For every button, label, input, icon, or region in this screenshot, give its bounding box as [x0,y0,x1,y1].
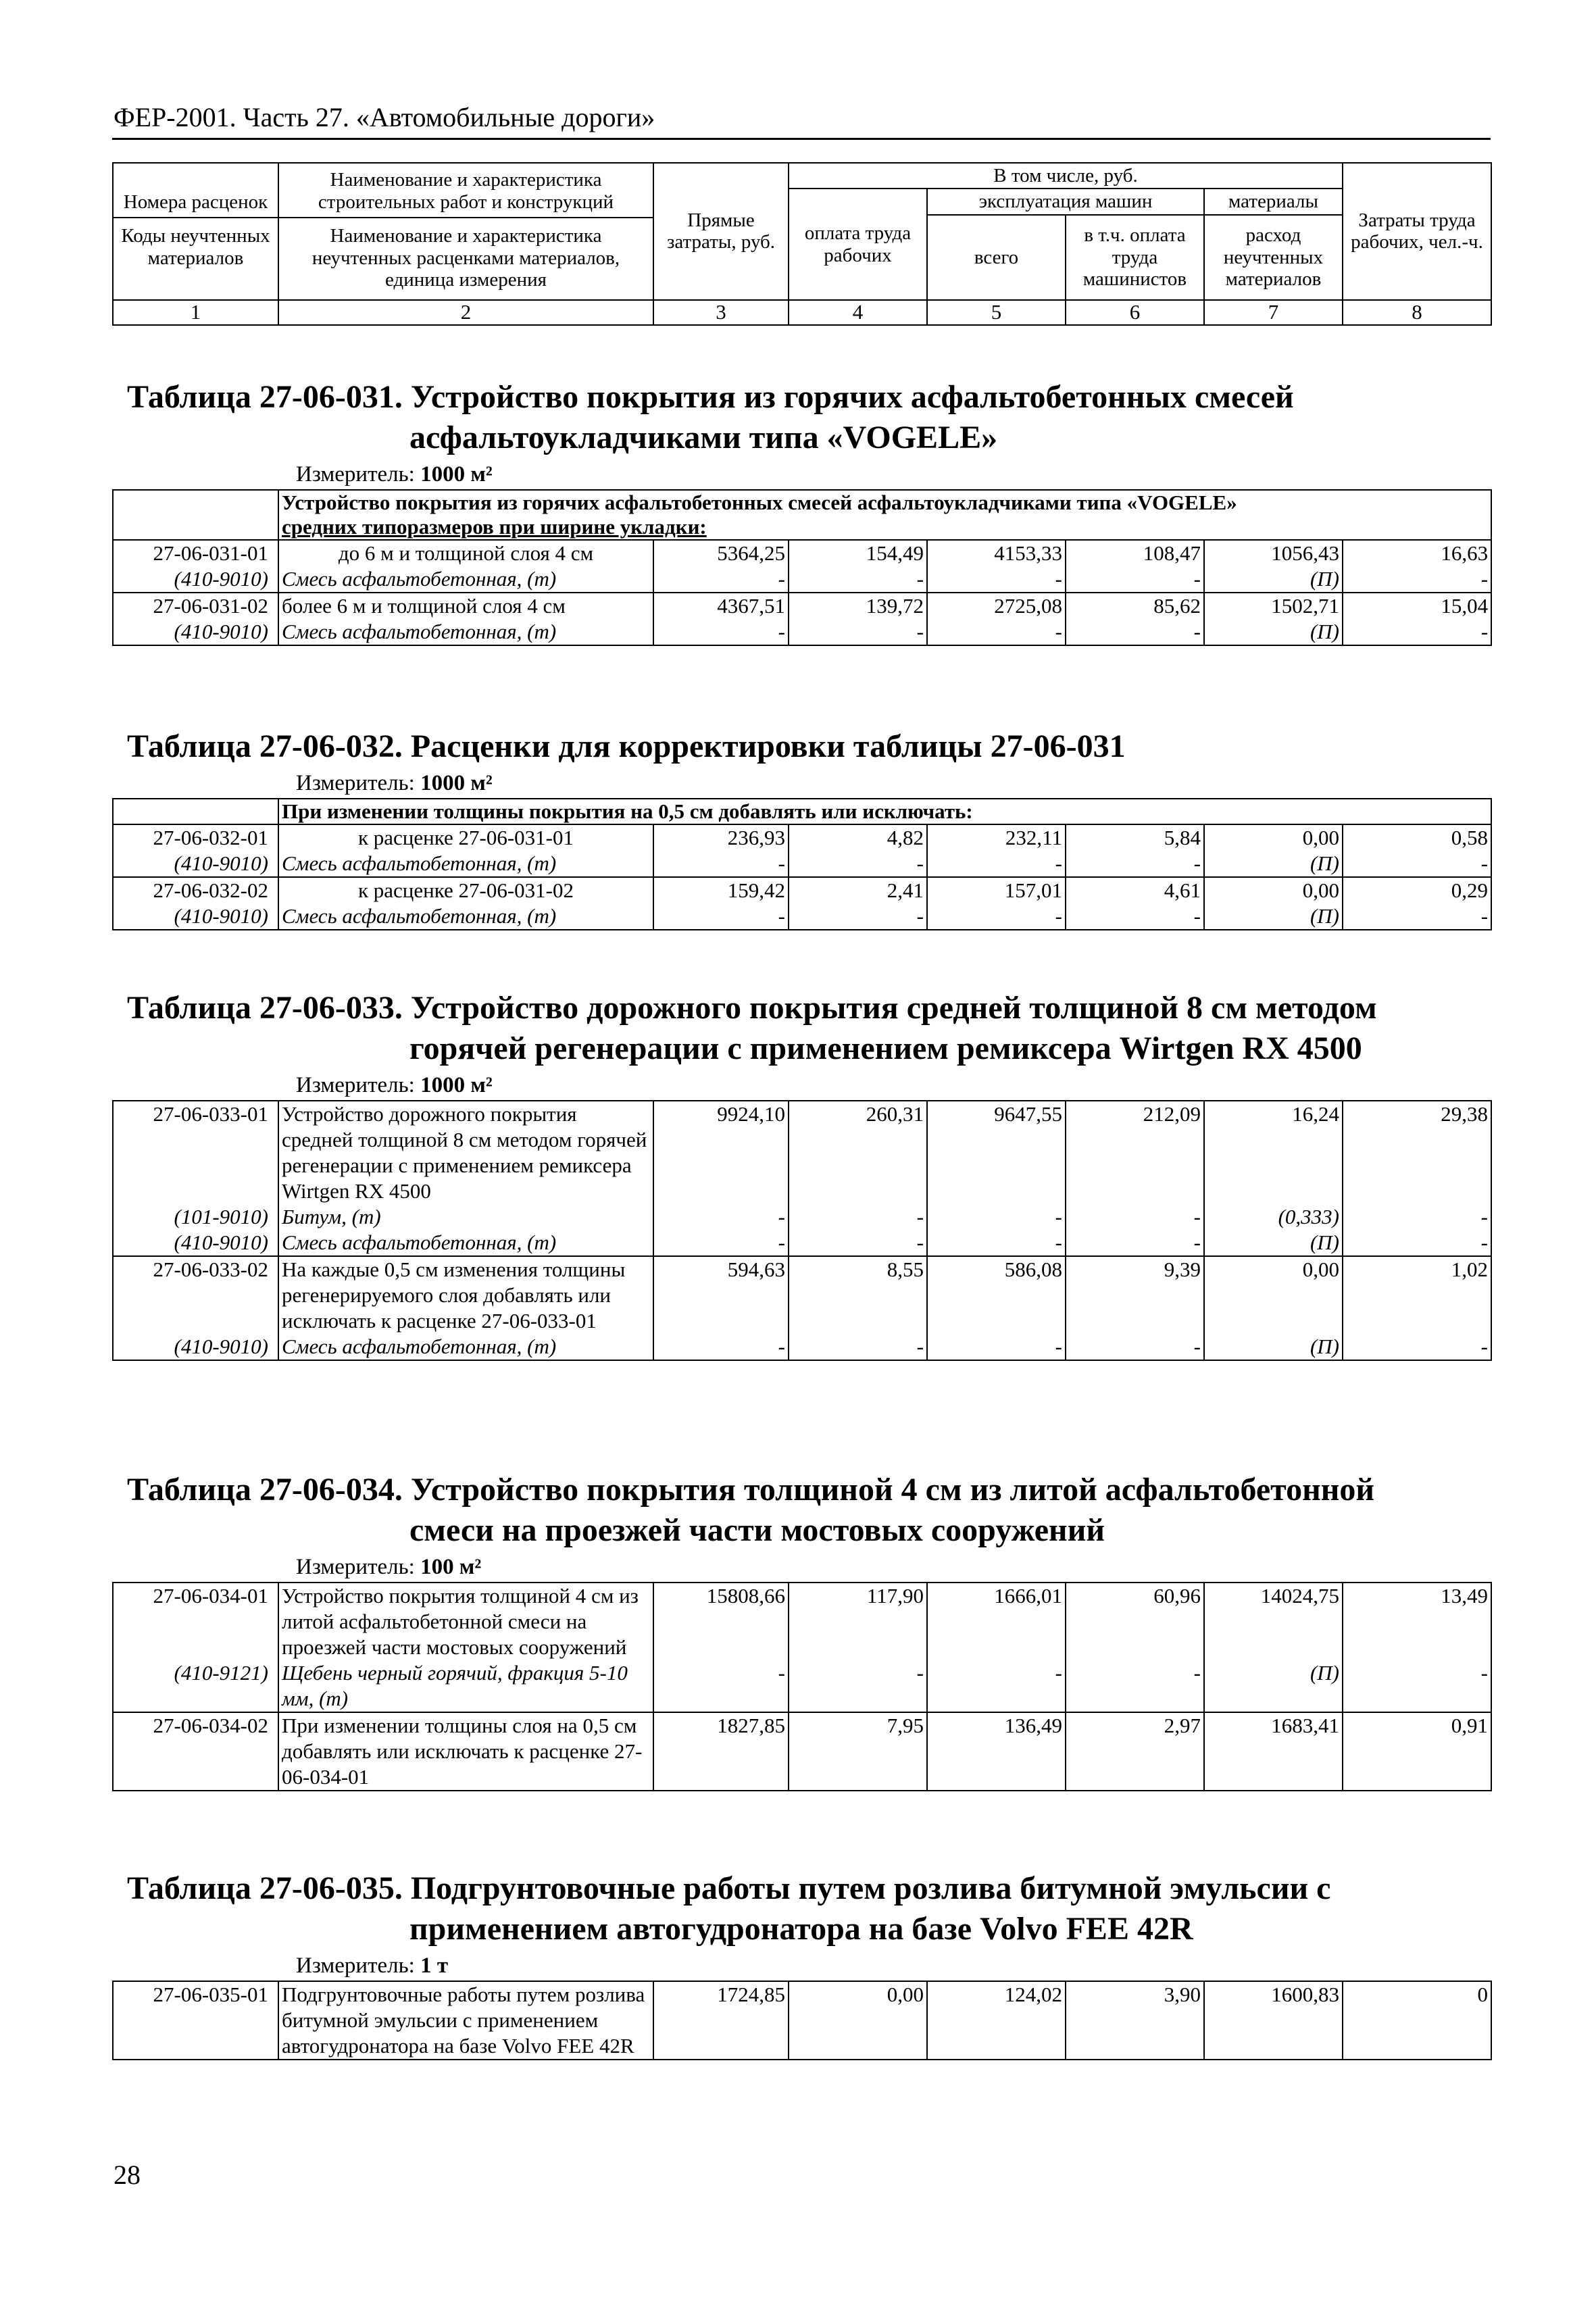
cell-machines-total: - [927,1334,1066,1360]
material-code: (410-9010) [113,566,278,593]
table-row [113,1256,1491,1334]
cell-labor: - [1343,1204,1491,1230]
cell-worker-pay: - [789,903,927,930]
cell-operator-pay: 5,84 [1066,824,1204,851]
cell-labor: - [1343,903,1491,930]
material-code: (410-9010) [113,1230,278,1256]
table-title-line: применением автогудронатора на базе Volvo FEE 42R [409,1911,1193,1947]
page-number: 28 [114,2160,141,2190]
header-col2-top: Наименование и характеристика строительных работ и конструкций [279,165,653,218]
cell-operator-pay: 60,96 [1066,1583,1204,1660]
material-name: Смесь асфальтобетонная, (т) [278,619,653,645]
header-col2 [278,163,653,300]
table-title-line: горячей регенерации с применением ремиксера Wirtgen RX 4500 [409,1030,1362,1066]
cell-machines-total: 232,11 [927,824,1066,851]
table-row [113,1712,1491,1791]
cell-materials: (П) [1204,851,1343,877]
table-row [113,566,1491,593]
rate-code: 27-06-034-01 [113,1583,278,1660]
table-row [113,1334,1491,1360]
cell-operator-pay: - [1066,1204,1204,1230]
cell-operator-pay: - [1066,1230,1204,1256]
cell-direct-costs: 15808,66 [653,1583,789,1660]
table-title [112,988,1491,1069]
cell-machines-total: - [927,619,1066,645]
table-row [113,1230,1491,1256]
material-code: (410-9010) [113,619,278,645]
table-title-line: Таблица 27-06-034. Устройство покрытия толщиной 4 см из литой асфальтобетонной [127,1472,1375,1508]
group-row [113,799,1491,824]
cell-worker-pay: 117,90 [789,1583,927,1660]
running-head: ФЕР-2001. Часть 27. «Автомобильные дороги» [114,102,655,132]
rate-name: Устройство дорожного покрытия средней толщиной 8 см методом горячей регенерации с применением ремиксера Wirtgen RX 4500 [278,1101,653,1204]
cell-labor: - [1343,1334,1491,1360]
cell-labor: - [1343,1660,1491,1712]
header-worker-pay: оплата труда рабочих [789,189,927,299]
header-operator-pay: в т.ч. оплата труда машинистов [1066,215,1204,300]
cell-worker-pay: - [789,1660,927,1712]
table-row [113,824,1491,851]
rate-code: 27-06-031-01 [113,540,278,566]
cell-materials: (П) [1204,1334,1343,1360]
cell-machines-total: 136,49 [927,1712,1066,1791]
cell-worker-pay: 260,31 [789,1101,927,1204]
cell-materials: 1502,71 [1204,593,1343,619]
cell-machines-total: - [927,851,1066,877]
header-col1-bottom: Коды неучтенных материалов [121,225,270,269]
material-code: (410-9010) [113,1334,278,1360]
cell-worker-pay: - [789,851,927,877]
cell-worker-pay: - [789,566,927,593]
table-section-27-06-031 [112,377,1491,646]
rate-name: до 6 м и толщиной слоя 4 см [278,540,653,566]
cell-operator-pay: 3,90 [1066,1981,1204,2060]
cell-machines-total: - [927,566,1066,593]
cell-operator-pay: - [1066,1660,1204,1712]
header-including: В том числе, руб. [789,163,1343,189]
table-title-line: асфальтоукладчиками типа «VOGELE» [409,420,998,455]
cell-worker-pay: 8,55 [789,1256,927,1334]
material-name: Смесь асфальтобетонная, (т) [278,1230,653,1256]
material-name: Смесь асфальтобетонная, (т) [278,903,653,930]
cell-worker-pay: - [789,1334,927,1360]
measure-unit: Измеритель: 1000 м² [296,771,493,795]
cell-labor: 15,04 [1343,593,1491,619]
rate-code: 27-06-033-02 [113,1256,278,1334]
rates-table [112,798,1492,930]
header-rule [112,138,1491,140]
rate-name: Устройство покрытия толщиной 4 см из литой асфальтобетонной смеси на проезжей части мостовых сооружений [278,1583,653,1660]
cell-labor: 1,02 [1343,1256,1491,1334]
cell-operator-pay: - [1066,1334,1204,1360]
cell-worker-pay: 2,41 [789,877,927,903]
cell-materials: 1600,83 [1204,1981,1343,2060]
table-row [113,877,1491,903]
cell-machines-total: - [927,1204,1066,1230]
cell-materials: (П) [1204,619,1343,645]
rate-code: 27-06-032-01 [113,824,278,851]
material-name: Смесь асфальтобетонная, (т) [278,851,653,877]
cell-operator-pay: 2,97 [1066,1712,1204,1791]
cell-worker-pay: 0,00 [789,1981,927,2060]
col-number: 5 [927,300,1066,325]
cell-labor: - [1343,566,1491,593]
rates-table [112,489,1492,646]
col-number: 4 [789,300,927,325]
cell-labor: 0,91 [1343,1712,1491,1791]
cell-worker-pay: 139,72 [789,593,927,619]
cell-direct-costs: 159,42 [653,877,789,903]
header-materials: материалы [1204,189,1343,214]
column-number-row [113,300,1491,325]
group-label: При изменении толщины покрытия на 0,5 см добавлять или исключать: [278,799,1491,824]
cell-direct-costs: 9924,10 [653,1101,789,1204]
cell-labor: 13,49 [1343,1583,1491,1660]
table-row [113,1101,1491,1204]
rates-table [112,1100,1492,1361]
header-labor-costs: Затраты труда рабочих, чел.-ч. [1343,163,1491,300]
table-section-27-06-033 [112,988,1491,1361]
cell-worker-pay: - [789,619,927,645]
cell-machines-total: 2725,08 [927,593,1066,619]
cell-machines-total: 157,01 [927,877,1066,903]
cell-direct-costs: - [653,1660,789,1712]
material-code: (410-9010) [113,851,278,877]
table-section-27-06-034 [112,1470,1491,1791]
measure-unit: Измеритель: 1 т [296,1953,449,1978]
material-name: Битум, (т) [278,1204,653,1230]
cell-worker-pay: 4,82 [789,824,927,851]
header-col1 [113,163,278,300]
table-row [113,1583,1491,1660]
table-title-line: Таблица 27-06-033. Устройство дорожного покрытия средней толщиной 8 см методом [127,990,1377,1026]
rate-name: к расценке 27-06-031-02 [278,877,653,903]
cell-worker-pay: 154,49 [789,540,927,566]
cell-worker-pay: 7,95 [789,1712,927,1791]
cell-direct-costs: 5364,25 [653,540,789,566]
cell-machines-total: 1666,01 [927,1583,1066,1660]
table-row [113,1204,1491,1230]
table-row [113,1981,1491,2060]
header-direct-costs: Прямые затраты, руб. [653,163,789,300]
table-title [112,1868,1491,1949]
material-code: (101-9010) [113,1204,278,1230]
rate-code: 27-06-034-02 [113,1712,278,1791]
cell-materials: 0,00 [1204,1256,1343,1334]
cell-worker-pay: - [789,1230,927,1256]
cell-operator-pay: - [1066,619,1204,645]
cell-operator-pay: 85,62 [1066,593,1204,619]
measure-unit: Измеритель: 1000 м² [296,462,493,487]
table-title [112,1470,1491,1551]
header-col1-top: Номера расценок [114,187,278,218]
cell-materials: 0,00 [1204,824,1343,851]
material-code: (410-9010) [113,903,278,930]
header-machines: эксплуатация машин [927,189,1204,214]
group-row [113,490,1491,540]
cell-direct-costs: 1827,85 [653,1712,789,1791]
col-number: 1 [113,300,278,325]
cell-direct-costs: - [653,1230,789,1256]
cell-machines-total: 586,08 [927,1256,1066,1334]
cell-operator-pay: - [1066,851,1204,877]
measure-unit: Измеритель: 1000 м² [296,1073,493,1097]
cell-direct-costs: - [653,903,789,930]
table-row [113,1660,1491,1712]
header-material-consumption: расход неучтенных материалов [1204,215,1343,300]
cell-materials: 14024,75 [1204,1583,1343,1660]
col-number: 3 [653,300,789,325]
rates-table [112,1582,1492,1791]
rate-code: 27-06-035-01 [113,1981,278,2060]
cell-labor: - [1343,851,1491,877]
cell-materials: (П) [1204,903,1343,930]
cell-worker-pay: - [789,1204,927,1230]
rate-name: более 6 м и толщиной слоя 4 см [278,593,653,619]
cell-materials: 1056,43 [1204,540,1343,566]
cell-materials: 16,24 [1204,1101,1343,1204]
header-machines-total: всего [927,215,1066,300]
cell-direct-costs: - [653,566,789,593]
rate-code: 27-06-033-01 [113,1101,278,1204]
rates-table [112,1981,1492,2060]
table-row [113,903,1491,930]
col-number: 2 [278,300,653,325]
cell-direct-costs: 4367,51 [653,593,789,619]
cell-machines-total: 124,02 [927,1981,1066,2060]
cell-materials: (П) [1204,1660,1343,1712]
cell-machines-total: 4153,33 [927,540,1066,566]
table-title-line: смеси на проезжей части мостовых сооружений [409,1512,1105,1548]
cell-direct-costs: 1724,85 [653,1981,789,2060]
cell-labor: 0,29 [1343,877,1491,903]
material-name: Смесь асфальтобетонная, (т) [278,1334,653,1360]
rate-code: 27-06-032-02 [113,877,278,903]
cell-machines-total: - [927,903,1066,930]
cell-operator-pay: - [1066,566,1204,593]
col-number: 7 [1204,300,1343,325]
cell-materials: 0,00 [1204,877,1343,903]
cell-materials: (0,333) [1204,1204,1343,1230]
cell-materials: (П) [1204,566,1343,593]
cell-operator-pay: 212,09 [1066,1101,1204,1204]
col-number: 6 [1066,300,1204,325]
cell-direct-costs: - [653,1204,789,1230]
cell-operator-pay: 9,39 [1066,1256,1204,1334]
cell-labor: - [1343,1230,1491,1256]
cell-materials: 1683,41 [1204,1712,1343,1791]
cell-labor: 0 [1343,1981,1491,2060]
cell-materials: (П) [1204,1230,1343,1256]
measure-unit: Измеритель: 100 м² [296,1555,482,1579]
group-label: Устройство покрытия из горячих асфальтобетонных смесей асфальтоукладчиками типа «VOGELE» средних типоразмеров при ширине укладки: [278,490,1491,540]
cell-operator-pay: - [1066,903,1204,930]
cell-operator-pay: 108,47 [1066,540,1204,566]
cell-direct-costs: - [653,1334,789,1360]
table-title [112,377,1491,458]
column-header-table [112,162,1492,326]
table-title-line: Таблица 27-06-032. Расценки для корректировки таблицы 27-06-031 [127,728,1126,764]
table-title-line: Таблица 27-06-031. Устройство покрытия из горячих асфальтобетонных смесей [127,379,1294,415]
header-col2-bottom: Наименование и характеристика неучтенных расценками материалов, единица измерения [311,225,620,291]
table-section-27-06-032 [112,726,1491,930]
table-title [112,726,1491,767]
cell-machines-total: - [927,1660,1066,1712]
table-title-line: Таблица 27-06-035. Подгрунтовочные работы путем розлива битумной эмульсии с [127,1870,1331,1906]
rate-name: На каждые 0,5 см изменения толщины регенерируемого слоя добавлять или исключать к расценке 27-06-033-01 [278,1256,653,1334]
cell-direct-costs: - [653,851,789,877]
cell-labor: 0,58 [1343,824,1491,851]
rate-name: Подгрунтовочные работы путем розлива битумной эмульсии с применением автогудронатора на базе Volvo FEE 42R [278,1981,653,2060]
table-row [113,851,1491,877]
cell-direct-costs: 236,93 [653,824,789,851]
rate-name: При изменении толщины слоя на 0,5 см добавлять или исключать к расценке 27-06-034-01 [278,1712,653,1791]
rate-code: 27-06-031-02 [113,593,278,619]
material-name: Щебень черный горячий, фракция 5-10 мм, (т) [278,1660,653,1712]
cell-labor: 16,63 [1343,540,1491,566]
material-code: (410-9121) [113,1660,278,1712]
cell-labor: - [1343,619,1491,645]
cell-direct-costs: - [653,619,789,645]
rate-name: к расценке 27-06-031-01 [278,824,653,851]
material-name: Смесь асфальтобетонная, (т) [278,566,653,593]
table-row [113,593,1491,619]
cell-labor: 29,38 [1343,1101,1491,1204]
cell-direct-costs: 594,63 [653,1256,789,1334]
cell-machines-total: 9647,55 [927,1101,1066,1204]
cell-operator-pay: 4,61 [1066,877,1204,903]
table-section-27-06-035 [112,1868,1491,2060]
table-row [113,619,1491,645]
col-number: 8 [1343,300,1491,325]
cell-machines-total: - [927,1230,1066,1256]
table-row [113,540,1491,566]
